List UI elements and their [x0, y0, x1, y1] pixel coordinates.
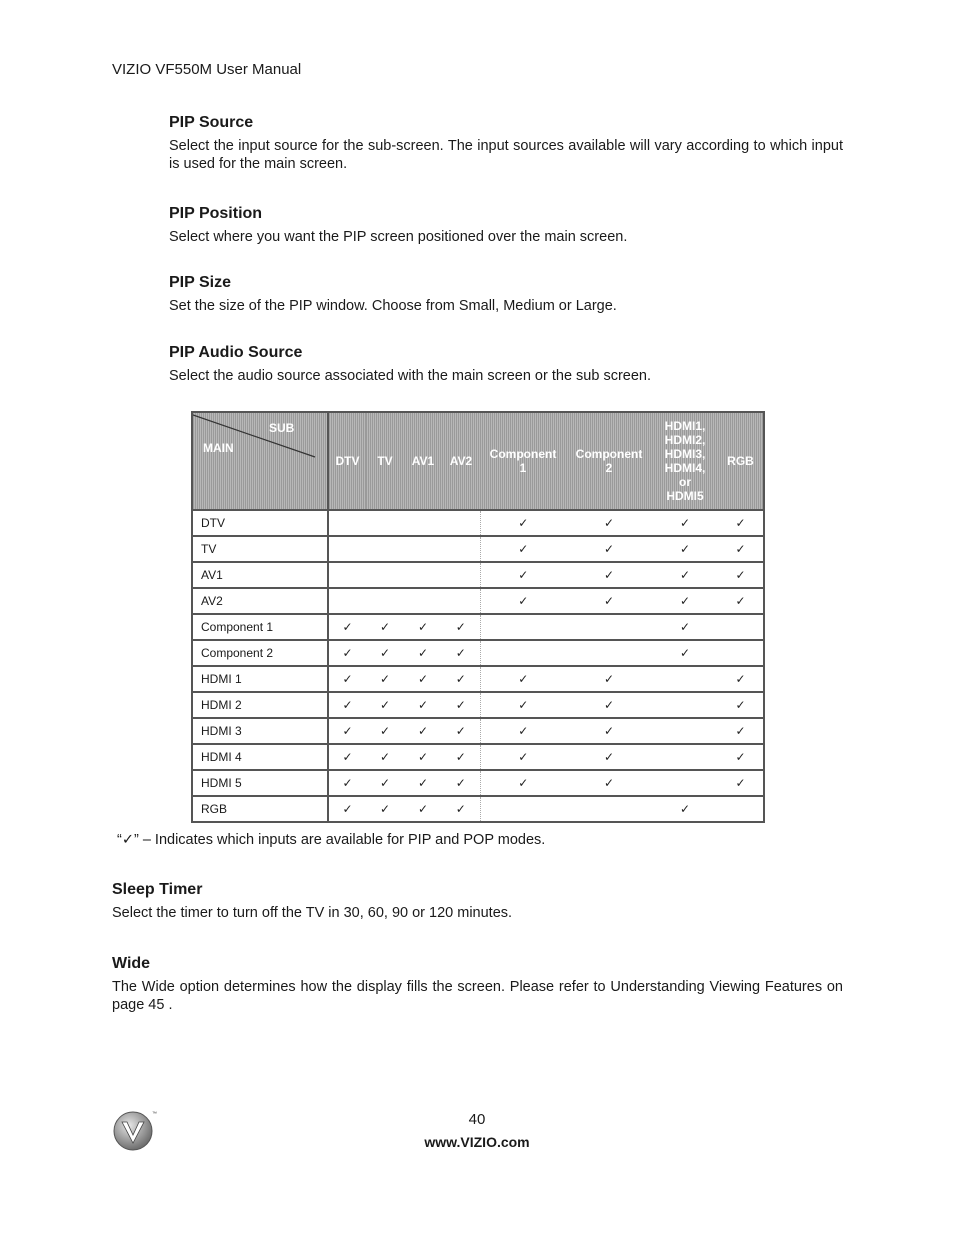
- checkmark-icon: ✓: [735, 750, 746, 764]
- table-cell: [652, 770, 718, 796]
- table-cell: [366, 666, 404, 692]
- table-cell: [366, 510, 404, 536]
- checkmark-icon: ✓: [518, 594, 529, 608]
- table-cell: [442, 536, 480, 562]
- row-label: DTV: [192, 510, 328, 536]
- table-cell: [442, 692, 480, 718]
- table-cell: [404, 718, 442, 744]
- page-header: VIZIO VF550M User Manual: [112, 61, 302, 78]
- checkmark-icon: ✓: [518, 542, 529, 556]
- checkmark-icon: ✓: [518, 672, 529, 686]
- row-label: HDMI 5: [192, 770, 328, 796]
- table-cell: [404, 744, 442, 770]
- checkmark-icon: ✓: [455, 698, 466, 712]
- table-row: [192, 562, 764, 588]
- table-row: [192, 588, 764, 614]
- checkmark-icon: ✓: [603, 594, 615, 608]
- checkmark-icon: ✓: [679, 594, 691, 608]
- table-row: [192, 770, 764, 796]
- checkmark-icon: ✓: [342, 620, 353, 634]
- table-cell: [652, 744, 718, 770]
- table-cell: [480, 796, 566, 822]
- page-number: 40: [468, 1111, 486, 1128]
- checkmark-icon: ✓: [379, 672, 391, 686]
- row-label: Component 2: [192, 640, 328, 666]
- row-label: AV1: [192, 562, 328, 588]
- table-cell: [328, 692, 366, 718]
- table-cell: [404, 588, 442, 614]
- row-label: TV: [192, 536, 328, 562]
- table-cell: [718, 744, 764, 770]
- diagonal-divider-icon: [193, 413, 329, 509]
- table-row: [192, 692, 764, 718]
- checkmark-icon: ✓: [342, 750, 353, 764]
- checkmark-icon: ✓: [603, 542, 615, 556]
- table-cell: [404, 796, 442, 822]
- table-cell: [442, 718, 480, 744]
- checkmark-icon: ✓: [455, 646, 466, 660]
- checkmark-icon: ✓: [679, 802, 691, 816]
- checkmark-icon: ✓: [342, 802, 353, 816]
- table-cell: [404, 666, 442, 692]
- checkmark-icon: ✓: [417, 646, 429, 660]
- pip-size-heading: PIP Size: [169, 274, 231, 291]
- table-cell: [652, 510, 718, 536]
- table-cell: [718, 692, 764, 718]
- table-cell: [566, 640, 652, 666]
- checkmark-icon: ✓: [417, 776, 429, 790]
- table-cell: [404, 510, 442, 536]
- table-row: [192, 796, 764, 822]
- wide-heading: Wide: [112, 955, 151, 972]
- checkmark-icon: ✓: [342, 698, 353, 712]
- table-cell: [442, 666, 480, 692]
- column-header: HDMI1, HDMI2, HDMI3, HDMI4, or HDMI5: [652, 412, 718, 510]
- checkmark-icon: ✓: [455, 672, 466, 686]
- checkmark-icon: ✓: [379, 646, 391, 660]
- table-cell: [718, 562, 764, 588]
- table-cell: [366, 770, 404, 796]
- checkmark-icon: ✓: [417, 698, 429, 712]
- table-cell: [652, 640, 718, 666]
- table-cell: [652, 562, 718, 588]
- checkmark-icon: ✓: [518, 568, 529, 582]
- wide-text: The Wide option determines how the display fills the screen. Please refer to Understanding Viewing Features on page 45 .: [112, 979, 843, 1013]
- checkmark-icon: ✓: [379, 698, 391, 712]
- table-cell: [480, 510, 566, 536]
- table-cell: [366, 744, 404, 770]
- column-header: RGB: [718, 412, 764, 510]
- checkmark-icon: ✓: [603, 750, 615, 764]
- table-cell: [366, 692, 404, 718]
- checkmark-icon: ✓: [342, 672, 353, 686]
- checkmark-icon: ✓: [603, 776, 615, 790]
- checkmark-icon: ✓: [342, 646, 353, 660]
- checkmark-icon: ✓: [735, 776, 746, 790]
- table-cell: [718, 510, 764, 536]
- checkmark-icon: ✓: [679, 542, 691, 556]
- table-cell: [366, 536, 404, 562]
- checkmark-icon: ✓: [417, 672, 429, 686]
- row-label: Component 1: [192, 614, 328, 640]
- table-row: [192, 718, 764, 744]
- checkmark-icon: ✓: [518, 516, 529, 530]
- column-header: DTV: [328, 412, 366, 510]
- table-row: [192, 614, 764, 640]
- table-cell: [442, 614, 480, 640]
- table-cell: [652, 718, 718, 744]
- table-cell: [718, 640, 764, 666]
- table-cell: [652, 536, 718, 562]
- column-header: TV: [366, 412, 404, 510]
- table-cell: [366, 614, 404, 640]
- table-row: [192, 666, 764, 692]
- checkmark-icon: ✓: [455, 620, 466, 634]
- table-cell: [480, 562, 566, 588]
- table-row: [192, 510, 764, 536]
- table-cell: [718, 770, 764, 796]
- checkmark-icon: ✓: [679, 516, 691, 530]
- table-cell: [566, 588, 652, 614]
- checkmark-icon: ✓: [603, 516, 615, 530]
- checkmark-icon: ✓: [417, 750, 429, 764]
- table-cell: [328, 666, 366, 692]
- checkmark-icon: ✓: [379, 802, 391, 816]
- table-cell: [480, 666, 566, 692]
- check-legend-note: “✓” – Indicates which inputs are available for PIP and POP modes.: [117, 832, 546, 848]
- table-cell: [480, 692, 566, 718]
- checkmark-icon: ✓: [342, 724, 353, 738]
- checkmark-icon: ✓: [603, 724, 615, 738]
- table-cell: [442, 744, 480, 770]
- table-row: [192, 640, 764, 666]
- table-cell: [328, 536, 366, 562]
- table-cell: [404, 614, 442, 640]
- checkmark-icon: ✓: [455, 724, 466, 738]
- checkmark-icon: ✓: [518, 698, 529, 712]
- svg-text:™: ™: [152, 1111, 157, 1117]
- row-label: HDMI 1: [192, 666, 328, 692]
- pip-position-heading: PIP Position: [169, 205, 263, 222]
- table-cell: [442, 640, 480, 666]
- table-cell: [328, 770, 366, 796]
- table-cell: [480, 640, 566, 666]
- pip-size-text: Set the size of the PIP window. Choose from Small, Medium or Large.: [169, 298, 617, 314]
- table-cell: [718, 718, 764, 744]
- checkmark-icon: ✓: [455, 776, 466, 790]
- table-cell: [566, 562, 652, 588]
- table-cell: [718, 796, 764, 822]
- table-row: [192, 744, 764, 770]
- pip-source-text: Select the input source for the sub-screen. The input sources available will vary according to which input is used for the main screen.: [169, 138, 843, 172]
- column-header: AV1: [404, 412, 442, 510]
- table-cell: [442, 562, 480, 588]
- table-cell: [366, 562, 404, 588]
- checkmark-icon: ✓: [417, 802, 429, 816]
- checkmark-icon: ✓: [603, 698, 615, 712]
- pip-position-text: Select where you want the PIP screen positioned over the main screen.: [169, 229, 628, 245]
- checkmark-icon: ✓: [518, 776, 529, 790]
- table-cell: [366, 588, 404, 614]
- table-cell: [442, 510, 480, 536]
- table-row: [192, 536, 764, 562]
- checkmark-icon: ✓: [735, 568, 746, 582]
- table-cell: [404, 536, 442, 562]
- checkmark-icon: ✓: [342, 776, 353, 790]
- table-cell: [652, 614, 718, 640]
- table-cell: [652, 588, 718, 614]
- table-cell: [442, 588, 480, 614]
- pip-compatibility-table: [191, 411, 765, 823]
- table-cell: [328, 562, 366, 588]
- pip-audio-heading: PIP Audio Source: [169, 344, 303, 361]
- table-cell: [566, 510, 652, 536]
- table-cell: [566, 614, 652, 640]
- checkmark-icon: ✓: [603, 568, 615, 582]
- footer-url: www.VIZIO.com: [424, 1134, 530, 1150]
- checkmark-icon: ✓: [735, 516, 746, 530]
- checkmark-icon: ✓: [518, 724, 529, 738]
- table-cell: [566, 666, 652, 692]
- checkmark-icon: ✓: [417, 620, 429, 634]
- table-cell: [366, 796, 404, 822]
- table-cell: [566, 536, 652, 562]
- table-cell: [718, 588, 764, 614]
- table-cell: [328, 640, 366, 666]
- corner-sub-label: SUB: [269, 421, 295, 435]
- table-cell: [480, 770, 566, 796]
- column-header: AV2: [442, 412, 480, 510]
- table-cell: [480, 536, 566, 562]
- corner-main-label: MAIN: [203, 441, 234, 455]
- table-cell: [652, 796, 718, 822]
- checkmark-icon: ✓: [417, 724, 429, 738]
- checkmark-icon: ✓: [379, 724, 391, 738]
- checkmark-icon: ✓: [679, 620, 691, 634]
- table-cell: [718, 666, 764, 692]
- checkmark-icon: ✓: [735, 542, 746, 556]
- table-cell: [404, 770, 442, 796]
- row-label: HDMI 3: [192, 718, 328, 744]
- table-cell: [442, 770, 480, 796]
- checkmark-icon: ✓: [518, 750, 529, 764]
- table-cell: [328, 510, 366, 536]
- checkmark-icon: ✓: [379, 750, 391, 764]
- table-cell: [652, 692, 718, 718]
- table-cell: [328, 744, 366, 770]
- table-cell: [366, 718, 404, 744]
- column-header: Component 1: [480, 412, 566, 510]
- table-corner-cell: [192, 412, 328, 510]
- pip-audio-text: Select the audio source associated with the main screen or the sub screen.: [169, 368, 651, 384]
- table-cell: [480, 614, 566, 640]
- checkmark-icon: ✓: [679, 568, 691, 582]
- checkmark-icon: ✓: [735, 594, 746, 608]
- table-cell: [480, 744, 566, 770]
- checkmark-icon: ✓: [735, 698, 746, 712]
- table-cell: [442, 796, 480, 822]
- table-cell: [328, 588, 366, 614]
- table-cell: [404, 562, 442, 588]
- table-cell: [404, 640, 442, 666]
- table-cell: [718, 614, 764, 640]
- checkmark-icon: ✓: [679, 646, 691, 660]
- row-label: HDMI 4: [192, 744, 328, 770]
- table-cell: [328, 718, 366, 744]
- checkmark-icon: ✓: [379, 776, 391, 790]
- sleep-timer-text: Select the timer to turn off the TV in 30, 60, 90 or 120 minutes.: [112, 905, 513, 921]
- sleep-timer-heading: Sleep Timer: [112, 881, 203, 898]
- row-label: HDMI 2: [192, 692, 328, 718]
- table-cell: [480, 588, 566, 614]
- column-header: Component 2: [566, 412, 652, 510]
- table-cell: [480, 718, 566, 744]
- checkmark-icon: ✓: [735, 724, 746, 738]
- table-cell: [652, 666, 718, 692]
- checkmark-icon: ✓: [603, 672, 615, 686]
- table-cell: [328, 796, 366, 822]
- table-cell: [366, 640, 404, 666]
- table-cell: [328, 614, 366, 640]
- pip-source-heading: PIP Source: [169, 114, 254, 131]
- checkmark-icon: ✓: [455, 750, 466, 764]
- table-cell: [404, 692, 442, 718]
- checkmark-icon: ✓: [455, 802, 466, 816]
- table-cell: [566, 692, 652, 718]
- table-cell: [566, 796, 652, 822]
- table-cell: [566, 718, 652, 744]
- checkmark-icon: ✓: [735, 672, 746, 686]
- checkmark-icon: ✓: [379, 620, 391, 634]
- table-cell: [566, 744, 652, 770]
- row-label: RGB: [192, 796, 328, 822]
- row-label: AV2: [192, 588, 328, 614]
- table-cell: [718, 536, 764, 562]
- table-cell: [566, 770, 652, 796]
- table-header-row: [192, 412, 764, 510]
